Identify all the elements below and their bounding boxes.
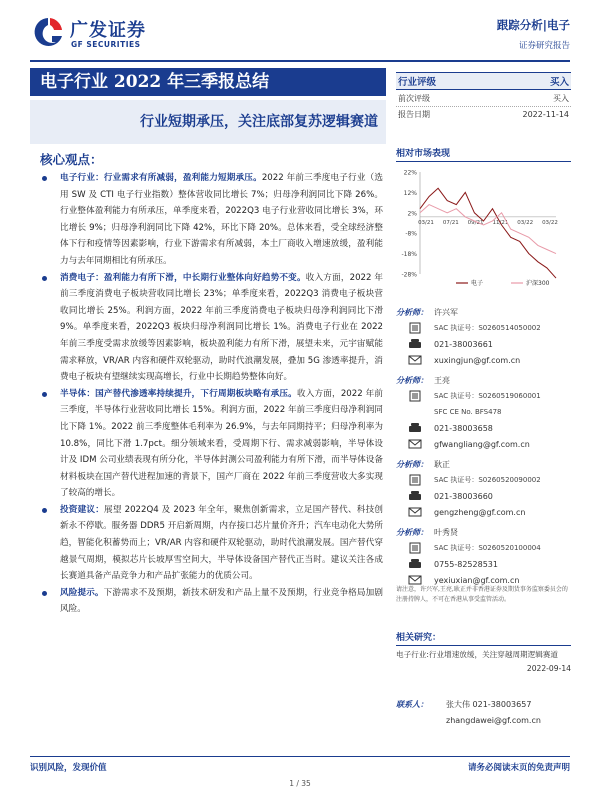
key-point-text: 收入方面，2022 年前三季度，半导体行业营收同比增长 15%。利润方面，2022 年前三季度归母净利润同比下降 1%。2022 前三季度整体毛利率为 26.9%，与去年同期持平；归母净利率为 10.8%，同比下滑 1.7pct。细分领域来看，受周期下行、需求减弱影响，半导体设计及 IDM 公司业绩表现有所分化，半导体封测公司盈利能力有所下滑，而半导体设备材料板块在国产替代进程加速的背景下，国产厂商在 2022 年前三季度营收大多实现了较高的增长。	[60, 388, 383, 499]
footer-divider	[30, 756, 570, 757]
x-tick-label: 03/21	[418, 219, 434, 226]
analyst-role: 分析师：	[396, 527, 428, 537]
contact-name-phone: 张大伟 021-38003657	[446, 699, 532, 709]
logo-text-en: GF SECURITIES	[71, 40, 141, 49]
report-title: 电子行业 2022 年三季报总结	[30, 68, 386, 96]
report-subtitle: 行业短期承压，关注底部复苏逻辑赛道	[30, 100, 386, 144]
email-icon	[396, 355, 434, 365]
analyst-role: 分析师：	[396, 307, 428, 317]
key-points-list	[40, 170, 383, 618]
bullet-icon	[42, 591, 47, 596]
x-tick-label: 03/22	[542, 219, 558, 226]
bullet-icon	[42, 508, 47, 513]
related-research-title: 相关研究：	[396, 630, 571, 646]
analyst-email[interactable]: xuxingjun@gf.com.cn	[434, 355, 521, 365]
legend-label: 电子	[471, 280, 484, 287]
bullet-icon	[42, 176, 47, 181]
seal-icon	[396, 390, 434, 402]
prev-rating-label: 前次评级	[398, 93, 430, 103]
analyst-cert: SAC 执证号：S0260514050002	[434, 324, 541, 332]
key-point-lead: 投资建议：	[60, 504, 105, 515]
analyst-card	[396, 524, 571, 588]
bullet-icon	[42, 276, 47, 281]
header-divider	[30, 60, 570, 62]
email-icon	[396, 507, 434, 517]
key-point-item	[40, 270, 383, 386]
phone-icon	[396, 339, 434, 349]
y-tick-label: 22%	[403, 169, 417, 177]
footer-slogan: 识别风险，发现价值	[30, 763, 107, 773]
key-point-text: 2022 年前三季度电子行业（选用 SW 及 CTI 电子行业指数）整体营收同比增长 7%；归母净利润同比下降 26%。行业整体盈利能力有所承压，单季度来看，2022Q3 电子行业营收同比增长 3%，环比增长 9%；归母净利润同比下降 42%，环比下降 20%。总体来看，受全球经济整体下行和疫情等因素影响，行业下游需求有所减弱，本土厂商收入增速放缓，盈利能力与去年同期相比有所承压。	[60, 173, 383, 266]
analyst-list	[396, 304, 571, 592]
analyst-phone: 021-38003660	[434, 491, 493, 501]
related-research-text[interactable]: 电子行业:行业增速放缓，关注穿越周期逻辑赛道	[396, 650, 559, 659]
analyst-card	[396, 456, 571, 520]
related-research-item[interactable]	[396, 648, 571, 676]
page-number: 1 / 35	[289, 779, 311, 788]
email-icon	[396, 575, 434, 585]
phone-icon	[396, 559, 434, 569]
key-point-lead: 风险提示。	[60, 587, 104, 598]
related-research-date: 2022-09-14	[526, 664, 571, 673]
x-tick-label: 09/21	[467, 219, 484, 226]
analyst-cert: SAC 执证号：S0260519060001	[434, 392, 541, 400]
key-point-text: 展望 2022Q4 及 2023 年全年，聚焦创新需求，立足国产替代、科技创新永不停歇。服务器 DDR5 开启新周期，内存接口芯片量价齐升；汽车电动化大势所趋，智能化积蓄势而上；VR/AR 内容和硬件双轮驱动，助时代浪潮发展。国产替代穿越景气周期，模拟芯片长坡厚雪空间大，半导体设备国产替代正当时。建议关注各成长赛道具备产品竞争力和产品扩张能力的优质公司。	[60, 504, 383, 582]
contact-email[interactable]: zhangdawei@gf.com.cn	[446, 715, 541, 725]
y-tick-label: 2%	[407, 210, 417, 218]
gf-logo	[30, 14, 170, 54]
seal-icon	[396, 542, 434, 554]
analyst-card	[396, 304, 571, 368]
key-point-lead: 半导体：国产替代渗透率持续提升，下行周期板块略有承压。	[60, 388, 297, 399]
x-tick-label: 07/21	[442, 219, 459, 226]
x-tick-label: 11/21	[492, 219, 509, 226]
analyst-card	[396, 372, 571, 452]
report-date-value: 2022-11-14	[522, 110, 569, 119]
series-line-电子	[420, 188, 556, 278]
report-date-label: 报告日期	[398, 110, 430, 119]
analyst-cert-sfc: SFC CE No. BFS478	[434, 408, 502, 416]
y-tick-label: 12%	[403, 189, 417, 197]
market-chart	[396, 164, 571, 289]
seal-icon	[396, 322, 434, 334]
key-point-item	[40, 502, 383, 585]
legend-label: 沪深300	[526, 280, 550, 287]
footer-disclaimer: 请务必阅读末页的免责声明	[467, 763, 570, 773]
rating-header-row	[396, 72, 571, 90]
analyst-phone: 021-38003661	[434, 339, 493, 349]
gf-logo-icon	[30, 14, 66, 54]
prev-rating-value: 买入	[553, 93, 569, 103]
y-tick-label: -8%	[405, 230, 417, 238]
analyst-cert: SAC 执证号：S0260520100004	[434, 544, 541, 552]
y-tick-label: -28%	[401, 271, 417, 279]
phone-icon	[396, 423, 434, 433]
phone-icon	[396, 491, 434, 501]
rating-label: 行业评级	[398, 77, 437, 88]
series-line-沪深300	[420, 205, 556, 254]
x-tick-label: 03/22	[517, 219, 534, 226]
market-chart-title: 相对市场表现	[396, 146, 571, 162]
analyst-email[interactable]: gengzheng@gf.com.cn	[434, 507, 526, 517]
key-point-text: 下游需求不及预期，新技术研发和产品上量不及预期，行业竞争格局加剧风险。	[60, 587, 383, 615]
analyst-role: 分析师：	[396, 375, 428, 385]
y-tick-label: -18%	[401, 251, 417, 259]
key-point-item	[40, 170, 383, 270]
report-category: 证券研究报告	[518, 41, 570, 51]
analyst-role: 分析师：	[396, 459, 428, 469]
report-type: 跟踪分析|电子	[496, 18, 570, 32]
report-date-row	[396, 106, 571, 122]
rating-table	[396, 72, 571, 122]
key-point-text: 收入方面，2022 年前三季度消费电子板块营收同比增长 23%；单季度来看，2022Q3 消费电子板块营收同比增长 25%。利润方面，2022 年前三季度消费电子板块归母净利润同比下滑 9%。单季度来看，2022Q3 板块归母净利润同比增长 1%。消费电子行业在 2022 年前三季度受需求放缓等因素影响，板块盈利能力有所下滑，展望未来，元宇宙赋能需求释放，VR/AR 内容和硬件双轮驱动，助时代浪潮发展，叠加 5G 渗透率提升，消费电子板块有望继续实现高增长，行业中长期趋势整体向好。	[60, 272, 383, 383]
license-note: 请注意，许兴军,王亮,耿正并非香港证券及期货事务监察委员会的注册持牌人，不可在香港从事受监管活动。	[396, 586, 568, 603]
analyst-email[interactable]: gfwangliang@gf.com.cn	[434, 439, 530, 449]
logo-text-cn: 广发证券	[70, 20, 146, 41]
analyst-name: 王亮	[434, 375, 450, 385]
email-icon	[396, 439, 434, 449]
seal-icon	[396, 474, 434, 486]
rating-value: 买入	[549, 77, 569, 88]
header-right	[497, 17, 570, 51]
key-point-item	[40, 386, 383, 502]
analyst-name: 耿正	[434, 459, 450, 469]
key-point-lead: 电子行业：行业需求有所减弱，盈利能力短期承压。	[60, 173, 262, 183]
analyst-phone: 021-38003658	[434, 423, 493, 433]
title-block	[30, 68, 386, 144]
prev-rating-row	[396, 90, 571, 106]
analyst-email[interactable]: yexiuxian@gf.com.cn	[434, 575, 520, 585]
key-point-lead: 消费电子：盈利能力有所下滑，中长期行业整体向好趋势不变。	[60, 272, 306, 283]
analyst-phone: 0755-82528531	[434, 559, 498, 569]
key-points-title: 核心观点：	[40, 152, 103, 167]
contact-label: 联系人：	[396, 699, 428, 709]
analyst-cert: SAC 执证号：S0260520090002	[434, 476, 541, 484]
bullet-icon	[42, 392, 47, 397]
key-point-item	[40, 585, 383, 618]
analyst-name: 叶秀贤	[434, 527, 458, 537]
analyst-name: 许兴军	[434, 307, 458, 317]
contact-block	[396, 696, 571, 728]
